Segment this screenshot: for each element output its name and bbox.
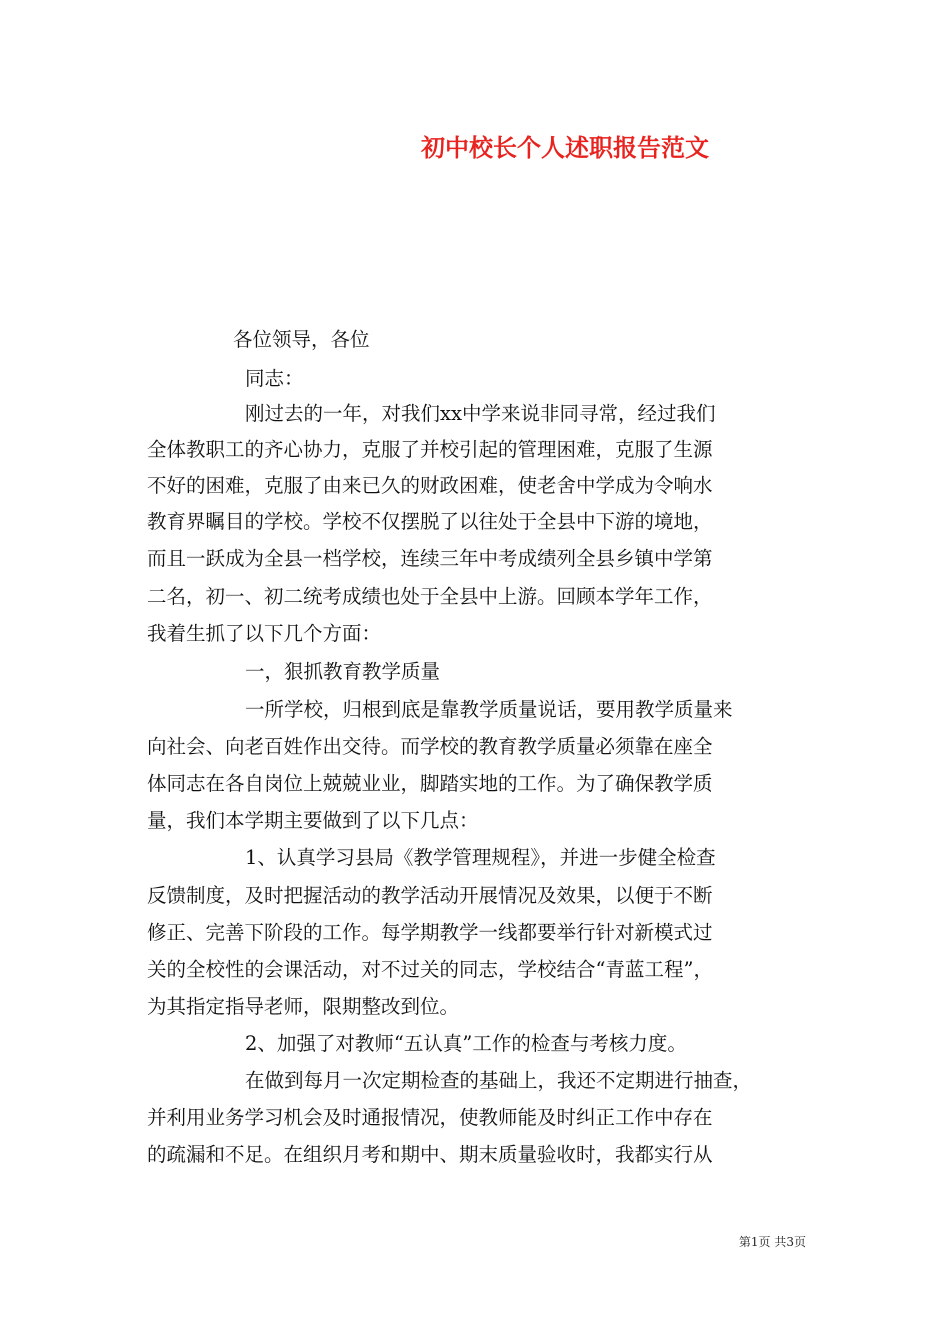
paragraph-line: 我着生抓了以下几个方面： [147, 622, 382, 645]
paragraph-line: 关的全校性的会课活动，对不过关的同志，学校结合“青蓝工程”， [147, 958, 713, 981]
paragraph-line: 的疏漏和不足。在组织月考和期中、期末质量验收时，我都实行从 [147, 1143, 713, 1166]
paragraph-line: 不好的困难，克服了由来已久的财政困难，使老舍中学成为令响水 [147, 474, 713, 497]
paragraph-line: 2、加强了对教师“五认真”工作的检查与考核力度。 [245, 1032, 687, 1055]
paragraph-line: 全体教职工的齐心协力，克服了并校引起的管理困难，克服了生源 [147, 438, 713, 461]
paragraph-line: 为其指定指导老师，限期整改到位。 [147, 995, 460, 1018]
paragraph-line: 在做到每月一次定期检查的基础上，我还不定期进行抽查， [245, 1069, 753, 1092]
paragraph-line: 刚过去的一年，对我们xx中学来说非同寻常，经过我们 [245, 402, 716, 425]
paragraph-line: 1、认真学习县局《教学管理规程》，并进一步健全检查 [245, 846, 716, 869]
paragraph-line: 向社会、向老百姓作出交待。而学校的教育教学质量必须靠在座全 [147, 735, 713, 758]
paragraph-line: 一所学校，归根到底是靠教学质量说话，要用教学质量来 [245, 698, 733, 721]
paragraph-line: 并利用业务学习机会及时通报情况，使教师能及时纠正工作中存在 [147, 1106, 713, 1129]
paragraph-line: 教育界瞩目的学校。学校不仅摆脱了以往处于全县中下游的境地， [147, 510, 713, 533]
paragraph-line: 而且一跃成为全县一档学校，连续三年中考成绩列全县乡镇中学第 [147, 547, 713, 570]
document-title: 初中校长个人述职报告范文 [421, 133, 709, 162]
paragraph-line: 体同志在各自岗位上兢兢业业，脚踏实地的工作。为了确保教学质 [147, 772, 713, 795]
salutation-line-1: 各位领导，各位 [233, 328, 370, 351]
paragraph-line: 量，我们本学期主要做到了以下几点： [147, 809, 479, 832]
paragraph-line: 二名，初一、初二统考成绩也处于全县中上游。回顾本学年工作， [147, 585, 713, 608]
section-heading: 一，狠抓教育教学质量 [245, 660, 441, 683]
salutation-line-2: 同志： [245, 367, 304, 390]
paragraph-line: 反馈制度，及时把握活动的教学活动开展情况及效果，以便于不断 [147, 884, 713, 907]
paragraph-line: 修正、完善下阶段的工作。每学期教学一线都要举行针对新模式过 [147, 921, 713, 944]
page-number: 第1页 共3页 [738, 1235, 806, 1249]
